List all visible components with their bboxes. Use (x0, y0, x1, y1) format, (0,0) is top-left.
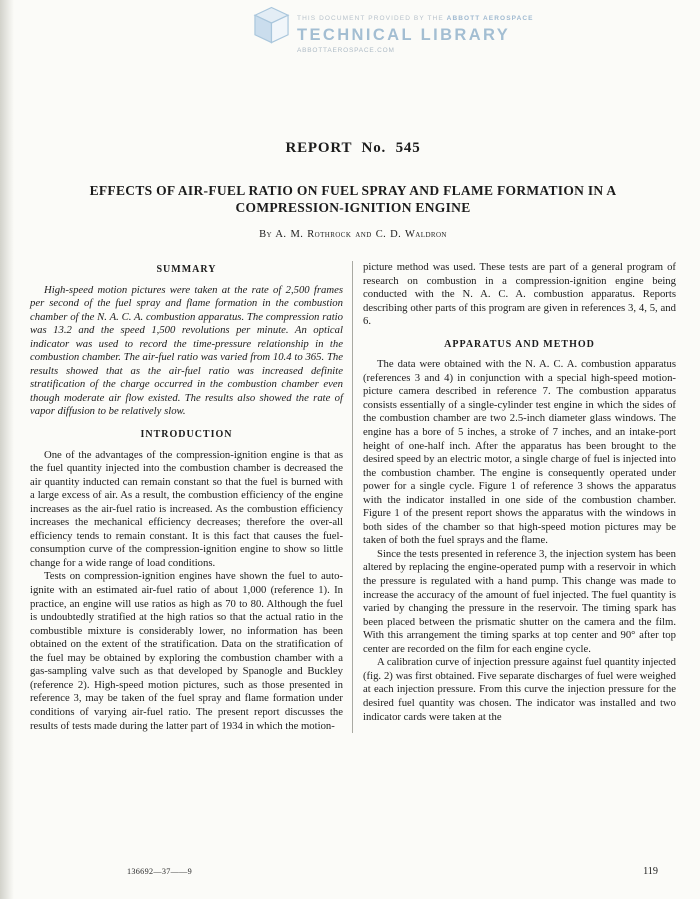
paper-content (30, 140, 676, 733)
introduction-paragraph-2: Tests on compression-ignition engines have shown the fuel to auto-ignite with an estimated air-fuel ratio of about 1,000 (reference 1). In practice, an engine will use ratios as high as 70 to 80. Although the fuel is undoubtedly stratified at the high ratios so that the actual ratio in the combustible mixture is considerably lower, no information has been obtained on the extent of the stratification. Data on the stratification of the fuel may be obtained by exploring the combustion chamber with a gas-sampling valve such as that developed by Spanogle and Buckley (reference 2). High-speed motion pictures, such as those presented in reference 3, may be taken of the fuel spray and flame formation under conditions of varying air-fuel ratio. The present report discusses the results of tests made during the latter part of 1934 in which the motion- (30, 570, 343, 732)
paper-title-line1: EFFECTS OF AIR-FUEL RATIO ON FUEL SPRAY AND FLAME FORMATION IN A (89, 183, 617, 198)
watermark-provider-name: ABBOTT AEROSPACE (446, 15, 534, 22)
watermark-header (253, 5, 534, 54)
paper-title (30, 182, 676, 216)
watermark-provided-by-text: THIS DOCUMENT PROVIDED BY THE (297, 15, 444, 22)
watermark-site-url: ABBOTTAEROSPACE.COM (297, 47, 395, 54)
introduction-continuation-paragraph: picture method was used. These tests are part of a general program of research on combustion in a compression-ignition engine being conducted with the N. A. C. A. combustion apparatus. Reports describing other parts of this program are given in references 3, 4, 5, and 6. (363, 261, 676, 328)
report-number: REPORT No. 545 (285, 140, 421, 156)
summary-paragraph: High-speed motion pictures were taken at the rate of 2,500 frames per second of the fuel spray and flame formation in the combustion chamber of the N. A. C. A. combustion apparatus. The compression ratio was 13.2 and the speed 1,500 revolutions per minute. An optical indicator was used to record the time-pressure relationship in the combustion chamber. The air-fuel ratio was varied from 10.4 to 365. The results showed that as the air-fuel ratio was increased definite stratification of the charge occurred in the combustion chamber even though moderate air flow existed. The results also showed the rate of vapor diffusion to be relatively slow. (30, 283, 343, 418)
watermark-library-title: TECHNICAL LIBRARY (297, 26, 511, 44)
print-order-code: 136692—37——9 (127, 867, 193, 876)
page-footer (0, 866, 700, 877)
paper-title-line2: COMPRESSION-IGNITION ENGINE (235, 200, 471, 215)
introduction-paragraph-1: One of the advantages of the compression-ignition engine is that as the fuel quantity injected into the combustion chamber is decreased the air quantity inducted can remain constant so that the fuel is burned with a large excess of air. As a result, the combustion efficiency of the engine increases as the air-fuel ratio is increased. As the combustion efficiency increases the mechanical efficiency decreases; therefore the over-all efficiency tends to remain constant. It is this fact that causes the fuel-consumption curve of the compression-ignition engine to show so little change for a wide range of load conditions. (30, 448, 343, 569)
watermark-provided-by (297, 15, 534, 22)
apparatus-paragraph-2: Since the tests presented in reference 3, the injection system has been altered by replacing the engine-operated pump with a reservoir in which the pressure is regulated with a hand pump. This change was made to increase the accuracy of the amount of fuel injected. The fuel quantity is varied by changing the pressure in the reservoir. The timing spark has been placed between the prismatic shutter on the camera and the film. With this arrangement the timing sparks at top center and 90° after top center are recorded on the film for each engine cycle. (363, 547, 676, 655)
apparatus-and-method-heading: APPARATUS AND METHOD (444, 338, 595, 350)
left-column (30, 261, 353, 733)
summary-heading: SUMMARY (156, 264, 217, 275)
scan-edge-shading (0, 0, 14, 899)
abbott-aerospace-logo-icon (253, 5, 290, 50)
introduction-heading: INTRODUCTION (140, 429, 233, 441)
two-column-body (30, 261, 676, 733)
apparatus-paragraph-1: The data were obtained with the N. A. C. A. combustion apparatus (references 3 and 4) in conjunction with a special high-speed motion-picture camera described in reference 7. The combustion apparatus consists essentially of a single-cylinder test engine in which the sides of the combustion chamber are two 2.5-inch diameter glass windows. The engine has a bore of 5 inches, a stroke of 7 inches, and an intake-port height of one-half inch. After the apparatus has been brought to the desired speed by an electric motor, a single charge of fuel is injected into the combustion chamber. The engine is consequently operated under power for a single cycle. Figure 1 of reference 3 shows the apparatus with the indicator installed in one side of the combustion chamber. Figure 1 of the present report shows the apparatus with the windows in both sides of the chamber so that high-speed motion pictures may be taken of both the fuel sprays and the flame. (363, 358, 676, 547)
apparatus-paragraph-3: A calibration curve of injection pressure against fuel quantity injected (fig. 2) was first obtained. Five separate discharges of fuel were weighed at each injection pressure. From this curve the injection pressure for the desired fuel quantity was chosen. The indicator was installed and two indicator cards were taken at the (363, 656, 676, 723)
byline: By A. M. Rothrock and C. D. Waldron (259, 229, 447, 240)
right-column (353, 261, 676, 733)
page-number: 119 (643, 866, 658, 877)
